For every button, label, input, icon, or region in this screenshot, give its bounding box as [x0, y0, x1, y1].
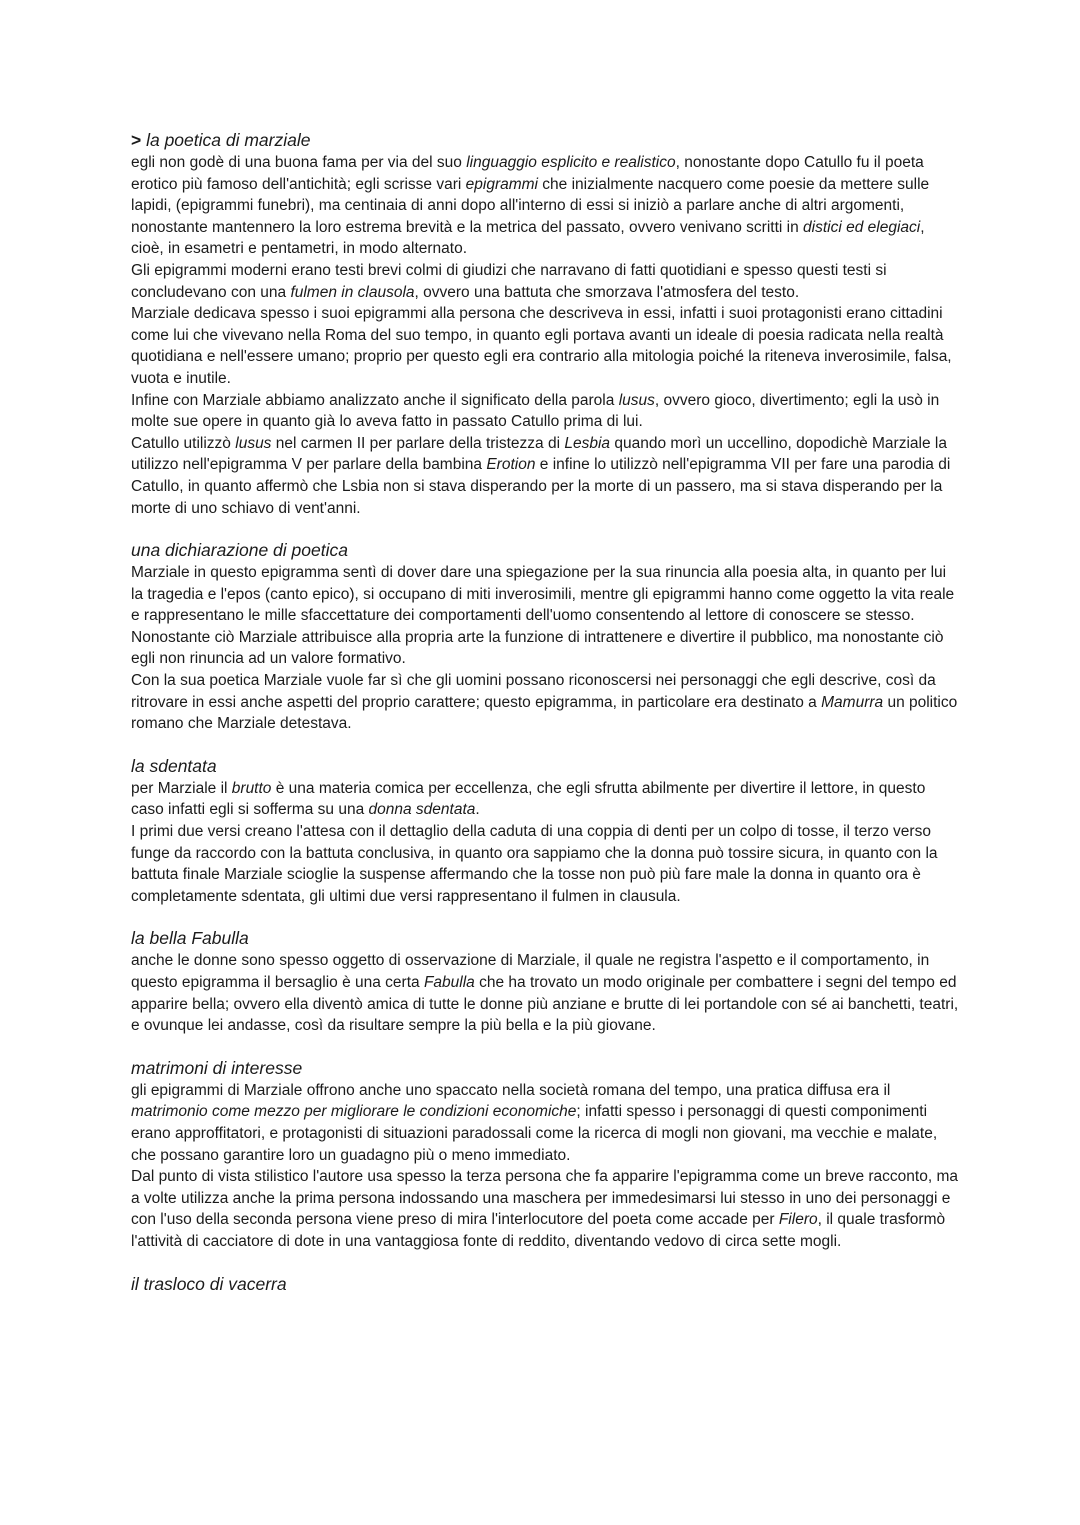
italic-text: linguaggio esplicito e realistico: [466, 154, 676, 171]
italic-text: Mamurra: [821, 693, 884, 711]
section-heading: [131, 754, 961, 778]
section-heading: [131, 128, 961, 152]
italic-text: brutto: [231, 779, 272, 797]
section: [131, 1056, 961, 1253]
paragraph: [131, 1080, 961, 1166]
paragraph: [131, 950, 961, 1036]
text-run: Catullo utilizzò: [131, 434, 236, 452]
paragraph: [131, 390, 961, 433]
section-title: la poetica di marziale: [146, 130, 311, 150]
text-run: gli epigrammi di Marziale offrono anche uno spaccato nella società romana del tempo, una pratica diffusa era il: [131, 1081, 891, 1099]
section-heading: [131, 1056, 961, 1080]
italic-text: Lesbia: [564, 434, 611, 452]
text-run: anche le donne sono spesso oggetto di osservazione di Marziale, il quale ne registra l'aspetto e il comportamento, in questo epigramma il bersaglio è una certa: [131, 952, 930, 991]
text-run: Dal punto di vista stilistico l'autore usa spesso la terza persona che fa apparire l'epigramma come un breve racconto, ma a volte utilizza anche la prima persona indossando una maschera per immedesimarsi lui stesso in uno dei personaggi e con l'uso della seconda persona viene preso di mira l'interlocutore del poeta come accade per: [131, 1168, 958, 1229]
text-run: nel carmen II per parlare della tristezza di: [271, 434, 565, 452]
text-run: egli non godè di una buona fama per via del suo: [131, 154, 467, 171]
italic-text: lusus: [235, 434, 272, 452]
section-heading: [131, 538, 961, 562]
italic-text: matrimonio come mezzo per migliorare le condizioni economiche: [131, 1103, 577, 1121]
text-run: , nonostante dopo Catullo fu il poeta erotico più famoso dell'antichità; egli scrisse vari: [131, 154, 924, 193]
paragraph: [131, 1166, 961, 1252]
text-run: Con la sua poetica Marziale vuole far sì che gli uomini possano riconoscersi nei personaggi che egli descrive, così da ritrovare in essi anche aspetti del proprio carattere; questo epigramma, in particolare era destinato a: [131, 672, 936, 711]
italic-text: Filero: [778, 1211, 818, 1229]
paragraph: [131, 821, 961, 907]
text-run: Infine con Marziale abbiamo analizzato anche il significato della parola: [131, 391, 619, 409]
italic-text: distici ed elegiaci: [803, 218, 921, 236]
text-run: ; infatti spesso i personaggi di questi componimenti erano approffitatori, e protagonisti di situazioni paradossali come la ricerca di mogli non giovani, ma vecchie e malate, che possano garantire loro un guadagno più o meno immediato.: [131, 1103, 938, 1164]
section: [131, 926, 961, 1036]
section-title: la bella Fabulla: [131, 928, 249, 949]
text-run: , il quale trasformò l'attività di cacciatore di dote in una vantaggiosa fonte di reddito, diventando vedovo di circa sette mogli.: [131, 1211, 946, 1250]
text-run: e infine lo utilizzò nell'epigramma VII per fare una parodia di Catullo, in quanto affermò che Lsbia non si stava disperando per la morte di un passero, ma si stava disperando per la morte di uno schiavo di vent'anni.: [131, 456, 951, 517]
paragraph: [131, 260, 961, 303]
text-run: , ovvero gioco, divertimento; egli la usò in molte sue opere in quanto già lo aveva fatto in passato Catullo prima di lui.: [131, 391, 940, 431]
text-run: che ha trovato un modo originale per combattere i segni del tempo ed apparire bella; ovvero ella diventò amica di tutte le donne più anziane e brutte di lei portandole con sé ai banchetti, teatri, e ovunque lei andasse, così da risultare sempre la più bella e la più giovane.: [131, 974, 959, 1035]
section: [131, 1272, 961, 1296]
italic-text: Fabulla: [423, 974, 475, 991]
paragraph: [131, 670, 961, 735]
text-run: Gli epigrammi moderni erano testi brevi colmi di giudizi che narravano di fatti quotidiani e spesso questi testi si concludevano con una: [131, 261, 887, 301]
text-run: , cioè, in esametri e pentametri, in modo alternato.: [131, 218, 925, 258]
paragraph: [131, 562, 961, 670]
section-title: una dichiarazione di poetica: [131, 540, 348, 561]
text-run: Marziale in questo epigramma sentì di dover dare una spiegazione per la sua rinuncia alla poesia alta, in quanto per lui la tragedia e l'epos (canto epico), si occupano di miti inverosimili, mentre gli epigrammi hanno come oggetto la vita reale e rappresentano le mille sfaccettature dei comportamenti dell'uomo consentendo al lettore di conoscere se stesso. Nonostante ciò Marziale attribuisce alla propria arte la funzione di intrattenere e divertire il pubblico, ma nonostante ciò egli non rinuncia ad un valore formativo.: [131, 564, 955, 668]
text-run: è una materia comica per eccellenza, che egli sfrutta abilmente per divertire il lettore, in questo caso infatti egli si sofferma su una: [131, 779, 926, 819]
italic-text: lusus: [618, 391, 655, 409]
text-run: quando morì un uccellino, dopodichè Marziale la utilizzo nell'epigramma V per parlare della bambina: [131, 434, 947, 474]
text-run: , ovvero una battuta che smorzava l'atmosfera del testo.: [414, 283, 800, 301]
section-heading: [131, 1272, 961, 1296]
document-page: [131, 128, 961, 1315]
text-run: I primi due versi creano l'attesa con il dettaglio della caduta di una coppia di denti per un colpo di tosse, il terzo verso funge da raccordo con la battuta conclusiva, in quanto ora sappiamo che la donna può tossire sicura, in quanto con la battuta finale Marziale scioglie la suspense affermando che la tosse non può più fare male la donna in quanto ora è completamente sdentata, gli ultimi due versi rappresentano il fulmen in clausula.: [131, 823, 938, 905]
section-title: il trasloco di vacerra: [131, 1273, 287, 1294]
section-title: matrimoni di interesse: [131, 1057, 303, 1078]
section-title: la sdentata: [131, 755, 217, 776]
paragraph: [131, 433, 961, 519]
italic-text: donna sdentata: [368, 801, 476, 819]
text-run: per Marziale il: [131, 779, 232, 797]
text-run: .: [475, 801, 480, 819]
paragraph: [131, 778, 961, 821]
paragraph: [131, 303, 961, 389]
heading-arrow: >: [131, 130, 147, 150]
section: [131, 754, 961, 908]
section: [131, 128, 961, 519]
text-run: Marziale dedicava spesso i suoi epigrammi alla persona che descriveva in essi, infatti i suoi protagonisti erano cittadini come lui che vivevano nella Roma del suo tempo, in quanto egli portava avanti un ideale di poesia radicata nella realtà quotidiana e nell'essere umano; proprio per questo egli era contrario alla mitologia poiché la riteneva inverosimile, falsa, vuota e inutile.: [131, 305, 952, 387]
text-run: che inizialmente nacquero come poesie da mettere sulle lapidi, (epigrammi funebri), ma centinaia di anni dopo all'interno di essi si iniziò a parlare anche di altri argomenti, nonostante mantennero la loro estrema brevità e la metrica del passato, ovvero venivano scritti in: [131, 175, 930, 236]
section-heading: [131, 926, 961, 950]
italic-text: Erotion: [486, 456, 536, 474]
section: [131, 538, 961, 735]
text-run: un politico romano che Marziale detestava.: [131, 693, 958, 733]
italic-text: fulmen in clausola: [290, 283, 415, 301]
italic-text: epigrammi: [465, 175, 538, 193]
paragraph: [131, 152, 961, 260]
